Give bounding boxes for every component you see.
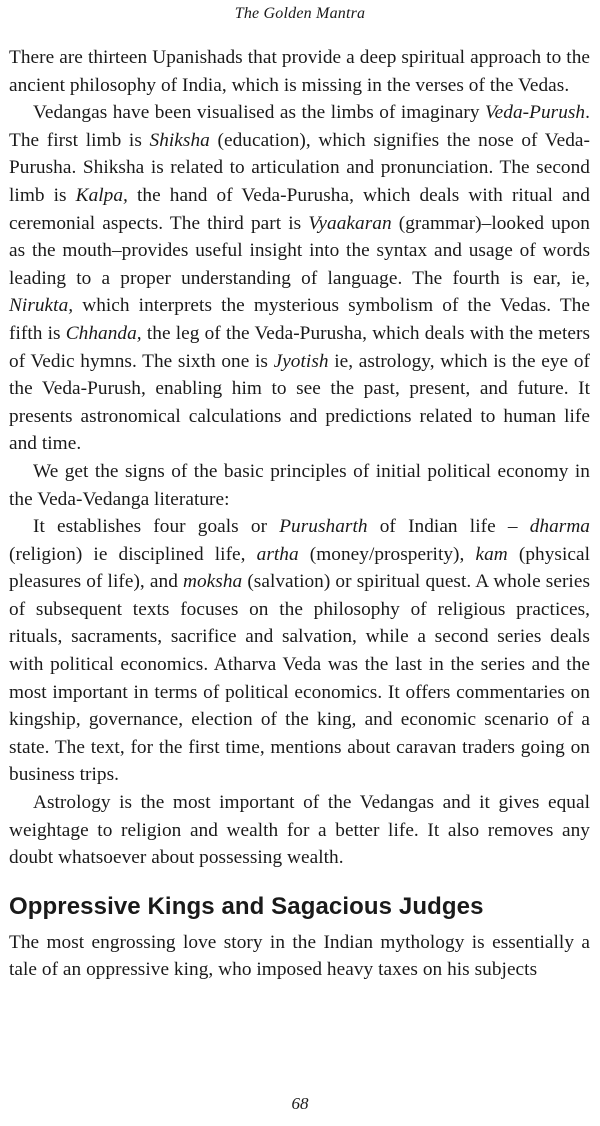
- page-number: 68: [291, 1094, 309, 1113]
- text-run: (money/prosperity),: [298, 543, 476, 565]
- text-run: of Indian life –: [367, 516, 530, 538]
- text-run: (physical pleasures of life), and: [9, 543, 590, 593]
- text-run: ie, astrology, which is the eye of the Veda-Purush, enabling him to see the past, present, and future. It presents astronomical calculations and predictions related to human life and time.: [9, 350, 590, 455]
- paragraph-love-story: The most engrossing love story in the Indian mythology is essentially a tale of an oppressive king, who imposed heavy taxes on his subjects: [9, 931, 590, 981]
- paragraph-astrology: Astrology is the most important of the Vedangas and it gives equal weightage to religion and wealth for a better life. It also removes any doubt whatsoever about possessing wealth.: [9, 792, 590, 869]
- italic-term: artha: [256, 543, 299, 565]
- italic-term: Nirukta,: [9, 295, 74, 317]
- text-run: It establishes four goals or: [33, 516, 280, 538]
- text-run: (religion) ie disciplined life,: [9, 543, 257, 565]
- running-head: The Golden Mantra: [234, 5, 366, 22]
- italic-term: Purusharth: [279, 516, 368, 538]
- text-run: which interprets the mysterious symbolism of the Vedas. The fifth is: [9, 295, 590, 344]
- text-run: (education), which signifies the nose of Veda-Purusha. Shiksha is related to articulation and pronunciation. The second limb is: [9, 129, 590, 206]
- text-run: . The first limb is: [9, 102, 590, 151]
- text-run: Vedangas have been visualised as the limbs of imaginary: [33, 102, 485, 124]
- text-run: (grammar)–looked upon as the mouth–provides useful insight into the syntax and usage of words leading to a proper understanding of language. The fourth is ear, ie,: [9, 212, 590, 289]
- italic-term: Veda-Purush: [484, 102, 586, 124]
- paragraph-vedangas: [9, 99, 590, 458]
- italic-term: Vyaakaran: [308, 212, 392, 234]
- italic-term: kam: [475, 543, 508, 565]
- italic-term: Jyotish: [273, 350, 329, 372]
- section-heading: Oppressive Kings and Sagacious Judges: [9, 892, 484, 920]
- text-run: the leg of the Veda-Purusha, which deals with the meters of Vedic hymns. The sixth one is: [9, 322, 590, 372]
- paragraph-political-economy: We get the signs of the basic principles of initial political economy in the Veda-Vedanga literature:: [9, 460, 590, 510]
- paragraph-upanishads: There are thirteen Upanishads that provide a deep spiritual approach to the ancient philosophy of India, which is missing in the verses of the Vedas.: [9, 47, 590, 96]
- italic-term: Kalpa,: [75, 184, 128, 206]
- text-run: (salvation) or spiritual quest. A whole series of subsequent texts focuses on the philosophy of religious practices, rituals, sacraments, sacrifice and salvation, while a second series deals with political economics. Atharva Veda was the last in the series and the most important in terms of political economics. It offers commentaries on kingship, governance, election of the king, and economic scenario of a state. The text, for the first time, mentions about caravan traders going on business trips.: [9, 571, 590, 786]
- italic-term: Chhanda,: [65, 322, 142, 344]
- text-run: the hand of Veda-Purusha, which deals with ritual and ceremonial aspects. The third part is: [9, 184, 590, 234]
- italic-term: dharma: [529, 516, 590, 538]
- body-text: [9, 44, 590, 984]
- paragraph-purusharth: [9, 513, 590, 789]
- italic-term: moksha: [183, 571, 243, 593]
- italic-term: Shiksha: [149, 129, 210, 151]
